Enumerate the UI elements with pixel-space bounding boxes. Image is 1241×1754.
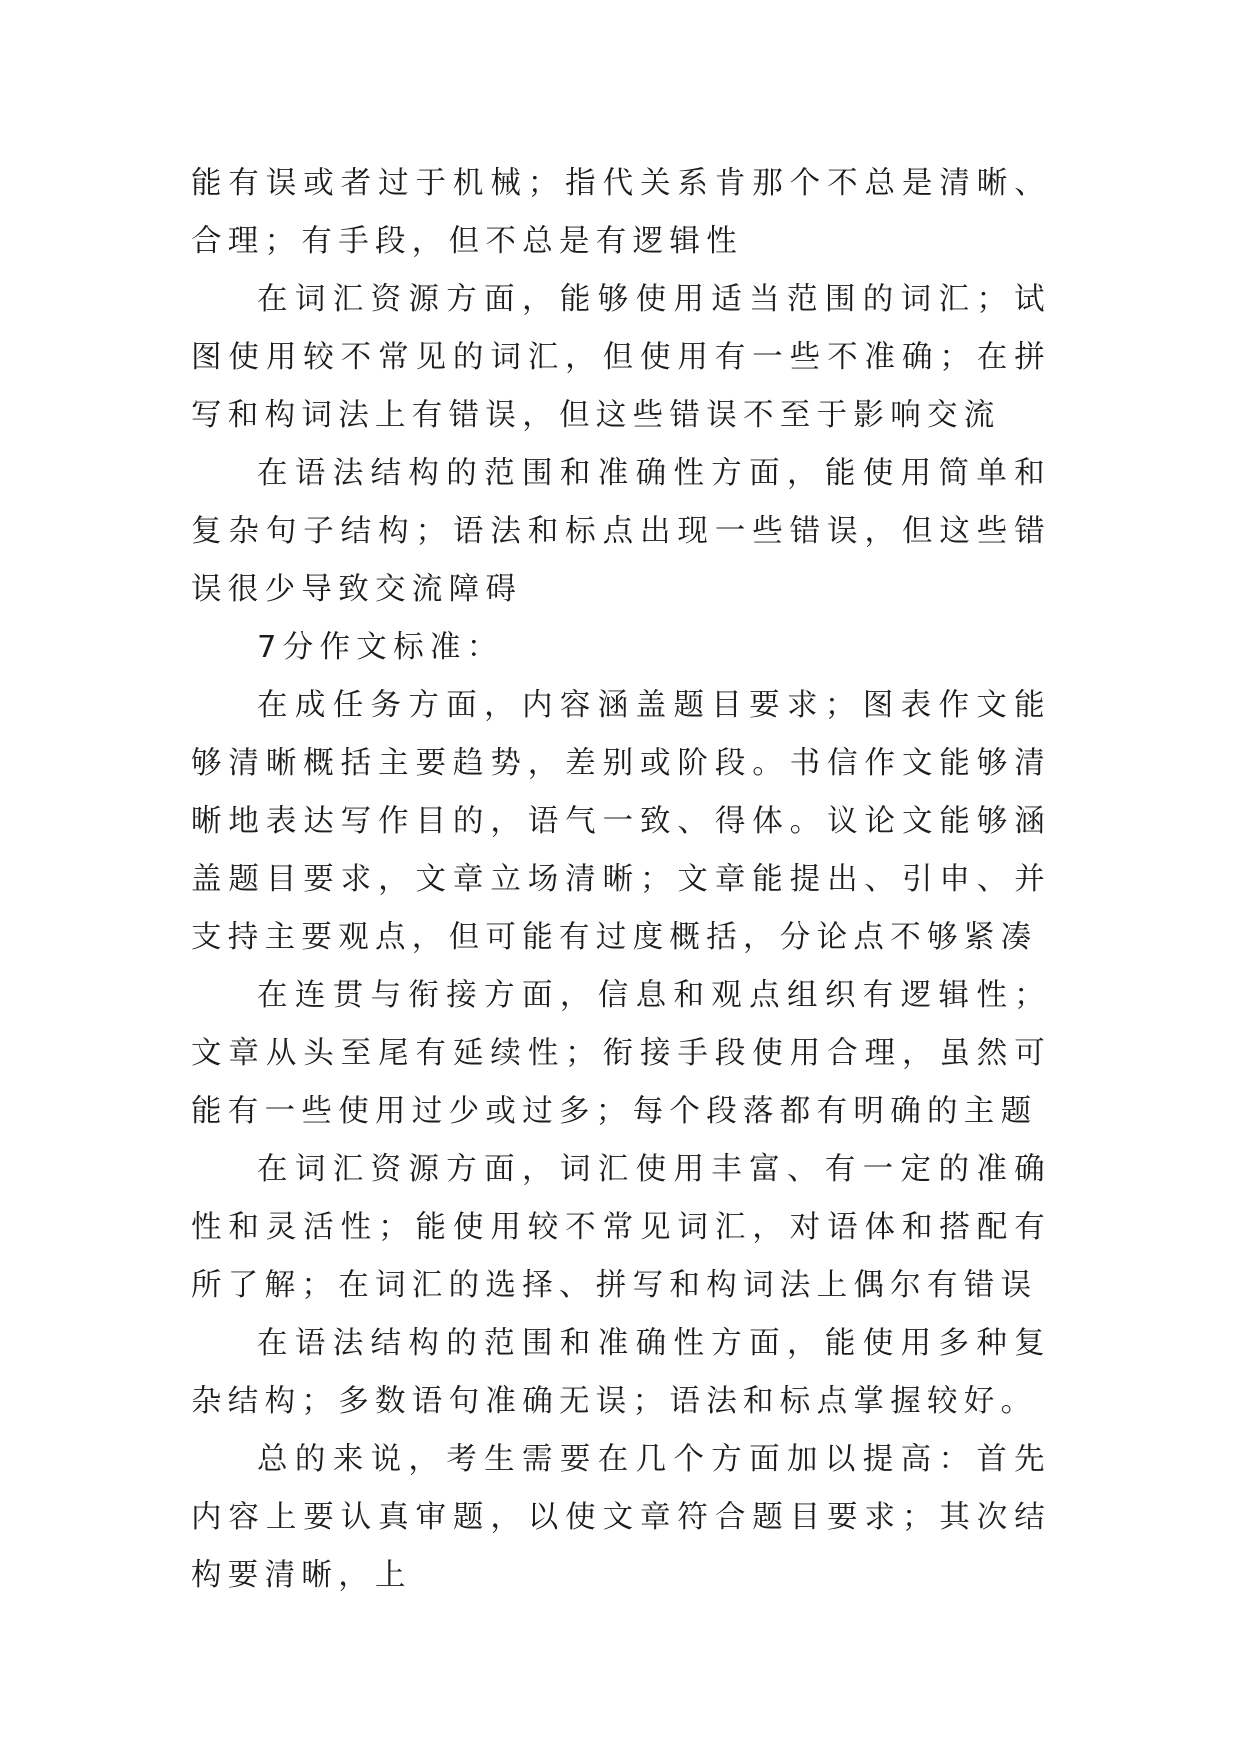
section-heading-band-7: 7分作文标准： bbox=[257, 630, 504, 665]
paragraph-lexical-resource-7: 在词汇资源方面，词汇使用丰富、有一定的准确性和灵活性；能使用较不常见词汇，对语体和搭配有所了解；在词汇的选择、拼写和构词法上偶尔有错误 bbox=[191, 1152, 1051, 1303]
paragraph-summary: 总的来说，考生需要在几个方面加以提高：首先内容上要认真审题，以使文章符合题目要求；其次结构要清晰，上 bbox=[191, 1442, 1051, 1593]
paragraph-coherence-continued: 能有误或者过于机械；指代关系肯那个不总是清晰、合理；有手段，但不总是有逻辑性 bbox=[191, 166, 1051, 259]
document-body bbox=[191, 155, 1051, 1605]
paragraph-task-achievement-7: 在成任务方面，内容涵盖题目要求；图表作文能够清晰概括主要趋势，差别或阶段。书信作文能够清晰地表达写作目的，语气一致、得体。议论文能够涵盖题目要求，文章立场清晰；文章能提出、引申、并支持主要观点，但可能有过度概括，分论点不够紧凑 bbox=[191, 688, 1051, 955]
paragraph-lexical-resource-6: 在词汇资源方面，能够使用适当范围的词汇；试图使用较不常见的词汇，但使用有一些不准确；在拼写和构词法上有错误，但这些错误不至于影响交流 bbox=[191, 282, 1051, 433]
paragraph-grammar-7: 在语法结构的范围和准确性方面，能使用多种复杂结构；多数语句准确无误；语法和标点掌握较好。 bbox=[191, 1326, 1051, 1419]
paragraph-grammar-6: 在语法结构的范围和准确性方面，能使用简单和复杂句子结构；语法和标点出现一些错误，但这些错误很少导致交流障碍 bbox=[191, 456, 1051, 607]
paragraph-coherence-7: 在连贯与衔接方面，信息和观点组织有逻辑性；文章从头至尾有延续性；衔接手段使用合理，虽然可能有一些使用过少或过多；每个段落都有明确的主题 bbox=[191, 978, 1051, 1129]
